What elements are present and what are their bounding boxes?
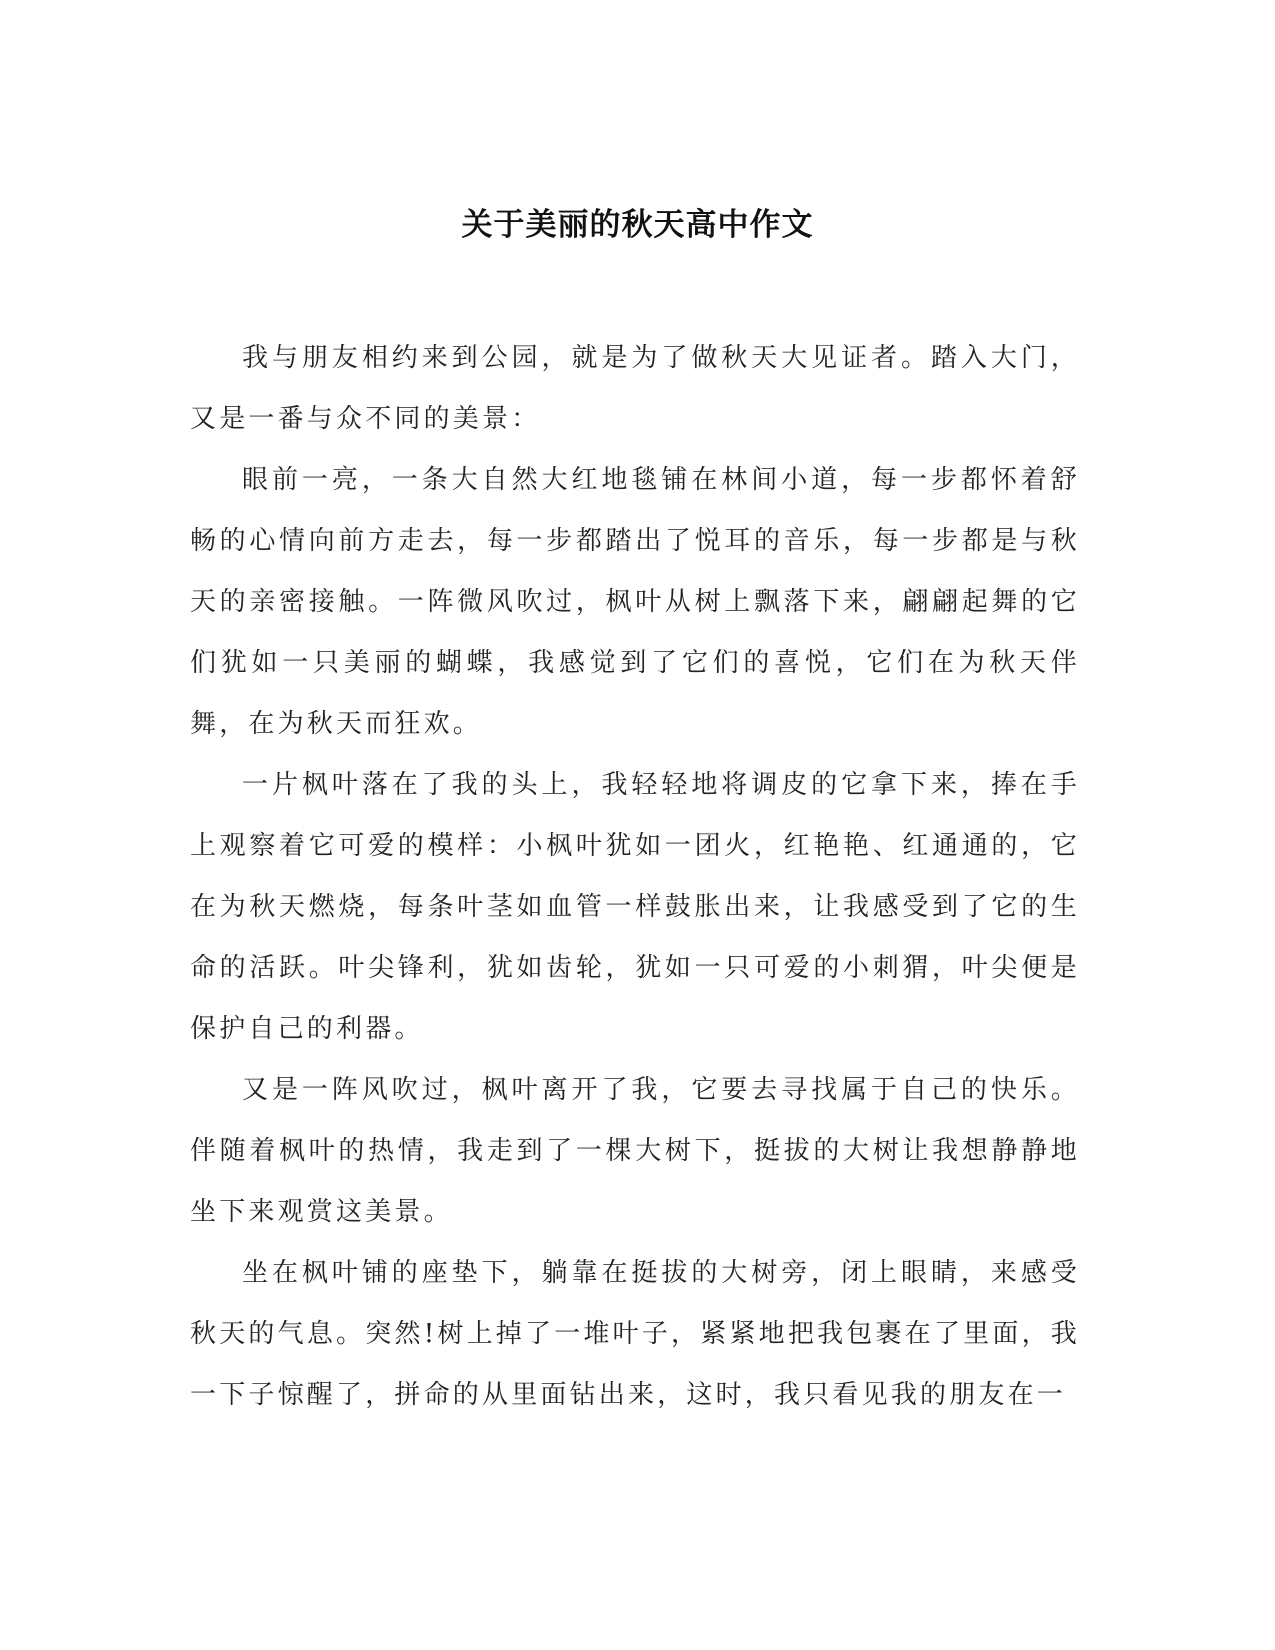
- paragraph-4: 又是一阵风吹过，枫叶离开了我，它要去寻找属于自己的快乐。伴随着枫叶的热情，我走到了一棵大树下，挺拔的大树让我想静静地坐下来观赏这美景。: [190, 1075, 1080, 1227]
- document-title: 关于美丽的秋天高中作文: [461, 207, 814, 243]
- paragraph-5: 坐在枫叶铺的座垫下，躺靠在挺拔的大树旁，闭上眼睛，来感受秋天的气息。突然!树上掉了一堆叶子，紧紧地把我包裹在了里面，我一下子惊醒了，拼命的从里面钻出来，这时，我只看见我的朋友在一: [190, 1258, 1080, 1410]
- paragraph-3: 一片枫叶落在了我的头上，我轻轻地将调皮的它拿下来，捧在手上观察着它可爱的模样：小枫叶犹如一团火，红艳艳、红通通的，它在为秋天燃烧，每条叶茎如血管一样鼓胀出来，让我感受到了它的生命的活跃。叶尖锋利，犹如齿轮，犹如一只可爱的小刺猬，叶尖便是保护自己的利器。: [190, 770, 1080, 1044]
- paragraph-2: 眼前一亮，一条大自然大红地毯铺在林间小道，每一步都怀着舒畅的心情向前方走去，每一步都踏出了悦耳的音乐，每一步都是与秋天的亲密接触。一阵微风吹过，枫叶从树上飘落下来，翩翩起舞的它们犹如一只美丽的蝴蝶，我感觉到了它们的喜悦，它们在为秋天伴舞，在为秋天而狂欢。: [190, 465, 1080, 739]
- paragraph-1: 我与朋友相约来到公园，就是为了做秋天大见证者。踏入大门，又是一番与众不同的美景：: [190, 343, 1080, 434]
- document-body: [190, 328, 1080, 1426]
